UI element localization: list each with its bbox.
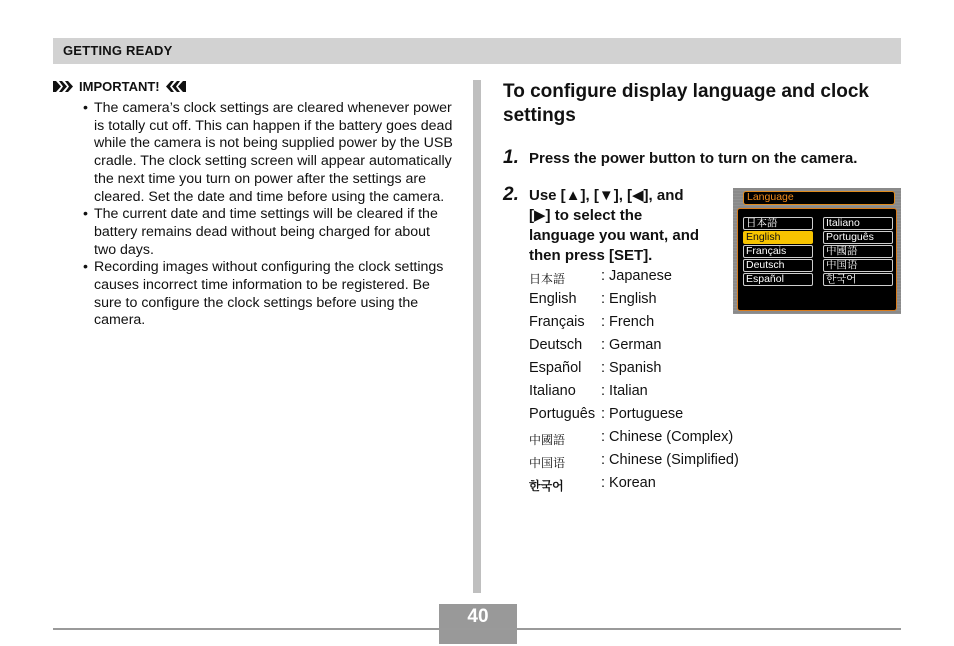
page-number-box — [439, 604, 517, 644]
arrows-left-icon — [165, 81, 186, 92]
language-english: : English — [601, 291, 657, 307]
language-english: : Portuguese — [601, 406, 684, 422]
screen-language-item: Português — [823, 231, 893, 244]
instructions-column — [503, 80, 903, 493]
language-english: : German — [601, 337, 662, 353]
language-english: : French — [601, 314, 655, 330]
language-english: : Spanish — [601, 360, 662, 376]
step-number: 1. — [503, 147, 519, 168]
step-text: Use [▲], [▼], [◀], and [▶] to select the language you want, and then press [SET]. — [529, 187, 700, 264]
section-header-title: GETTING READY — [63, 43, 173, 58]
language-native: 中國語 — [529, 433, 566, 447]
language-native: 한국어 — [529, 479, 564, 493]
column-divider — [473, 80, 481, 593]
screen-title: Language — [747, 191, 794, 203]
step-2 — [503, 184, 708, 268]
step-1 — [503, 147, 903, 173]
section-title: To configure display language and clock settings — [503, 81, 869, 126]
important-notes — [53, 78, 453, 330]
language-native: Español — [529, 360, 582, 376]
language-native: English — [529, 291, 577, 307]
important-bullet: • The camera’s clock settings are cleared whenever power is totally cut off. This can happen if the battery goes dead while the camera is not being supplied power by the USB cradle. The clock setting screen will appear automatically the next time you turn on power after the settings are cleared. Set the date and time before using the camera. — [81, 100, 453, 206]
language-english: : Korean — [601, 475, 656, 491]
important-heading — [53, 78, 453, 94]
page-number: 40 — [467, 606, 489, 627]
important-bullet: • The current date and time settings will be cleared if the battery remains dead without being charged for about two days. — [81, 206, 453, 259]
language-native: 中国语 — [529, 456, 566, 470]
screen-title-bar — [743, 191, 895, 205]
important-bullet: • Recording images without configuring the clock settings causes incorrect time information to be registered. Be sure to configure the clock settings before using the camera. — [81, 259, 453, 330]
language-native: Deutsch — [529, 337, 583, 353]
language-english: : Chinese (Simplified) — [601, 452, 739, 468]
language-english: : Chinese (Complex) — [601, 429, 734, 445]
section-header-band — [53, 38, 901, 64]
screen-language-item: Italiano — [823, 217, 893, 230]
screen-language-item: Deutsch — [743, 259, 813, 272]
step-text: Press the power button to turn on the camera. — [529, 150, 858, 167]
step-number: 2. — [503, 184, 519, 205]
language-menu-panel — [737, 208, 897, 311]
arrows-right-icon — [53, 81, 74, 92]
language-english: : Italian — [601, 383, 648, 399]
language-native: 日本語 — [529, 272, 566, 286]
important-bullet-list — [81, 100, 453, 330]
screen-language-item: 한국어 — [823, 273, 893, 286]
screen-language-item: 日本語 — [743, 217, 813, 230]
screen-language-item: Français — [743, 245, 813, 258]
camera-language-screen — [733, 188, 901, 314]
language-native: Português — [529, 406, 596, 422]
language-english: : Japanese — [601, 268, 672, 284]
screen-language-item: 中国语 — [823, 259, 893, 272]
language-native: Français — [529, 314, 585, 330]
important-label: IMPORTANT! — [79, 78, 160, 94]
screen-language-item: 中國語 — [823, 245, 893, 258]
screen-language-item: Español — [743, 273, 813, 286]
screen-language-item-selected: English — [743, 231, 813, 244]
language-native: Italiano — [529, 383, 576, 399]
